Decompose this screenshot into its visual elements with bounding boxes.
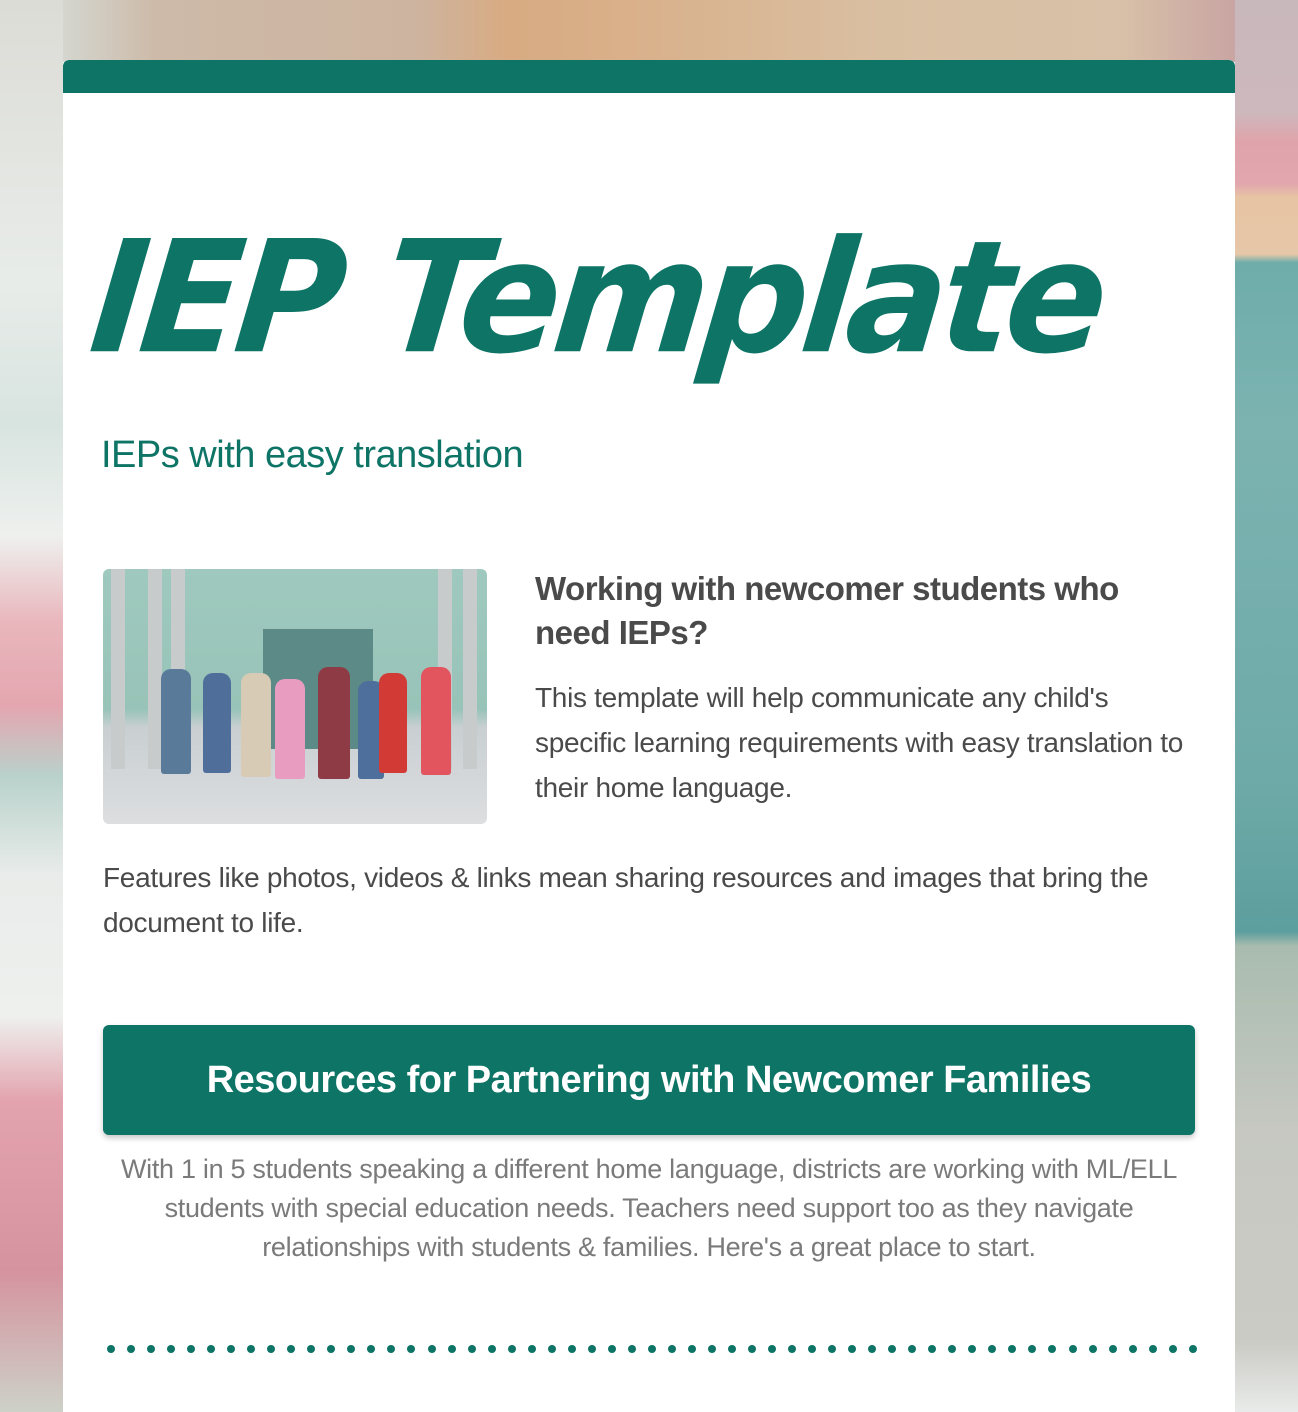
divider-dot: [928, 1345, 936, 1353]
image-pillar: [148, 569, 162, 769]
divider-dot: [147, 1345, 155, 1353]
intro-body: This template will help communicate any child's specific learning requirements with easy translation to their home language.: [535, 682, 1184, 803]
divider-dot: [287, 1345, 295, 1353]
features-text: Features like photos, videos & links mean sharing resources and images that bring the document to life.: [103, 862, 1149, 938]
divider-dot: [568, 1345, 576, 1353]
image-child: [275, 679, 305, 779]
divider-dot: [1109, 1345, 1117, 1353]
divider-dot: [1169, 1345, 1177, 1353]
card-header-bar: [63, 60, 1235, 93]
divider-dot: [407, 1345, 415, 1353]
image-child: [421, 667, 451, 775]
divider-dot: [728, 1345, 736, 1353]
students-running-image: [103, 569, 487, 824]
divider-dot: [708, 1345, 716, 1353]
divider-dot: [1048, 1345, 1056, 1353]
document-card: [63, 60, 1235, 1412]
divider-dot: [267, 1345, 275, 1353]
divider-dot: [988, 1345, 996, 1353]
resources-description: With 1 in 5 students speaking a different home language, districts are working with ML/ELL students with special education needs. Teachers need support too as they navigate relationships with students & families. Here's a great place to start.: [120, 1154, 1178, 1262]
divider-dot: [588, 1345, 596, 1353]
divider-dot: [628, 1345, 636, 1353]
background-left-panel: [0, 0, 63, 1412]
divider-dot: [1089, 1345, 1097, 1353]
divider-dot: [608, 1345, 616, 1353]
divider-dot: [207, 1345, 215, 1353]
image-child: [241, 673, 271, 777]
divider-dot: [788, 1345, 796, 1353]
divider-dot: [1028, 1345, 1036, 1353]
divider-dot: [488, 1345, 496, 1353]
divider-dot: [428, 1345, 436, 1353]
image-pillar: [111, 569, 125, 769]
divider-dot: [808, 1345, 816, 1353]
divider-dot: [548, 1345, 556, 1353]
resources-button[interactable]: Resources for Partnering with Newcomer Families: [103, 1025, 1195, 1135]
divider-dot: [1008, 1345, 1016, 1353]
divider-dot: [528, 1345, 536, 1353]
divider-dot: [668, 1345, 676, 1353]
image-pillar: [463, 569, 477, 769]
divider-dot: [748, 1345, 756, 1353]
divider-dot: [107, 1345, 115, 1353]
divider-dot: [508, 1345, 516, 1353]
divider-dot: [347, 1345, 355, 1353]
divider-dot: [227, 1345, 235, 1353]
divider-dot: [968, 1345, 976, 1353]
divider-dot: [167, 1345, 175, 1353]
divider-dot: [187, 1345, 195, 1353]
intro-heading: Working with newcomer students who need IEPs?: [535, 570, 1119, 651]
divider-dot: [828, 1345, 836, 1353]
divider-dot: [1189, 1345, 1197, 1353]
image-child: [161, 669, 191, 774]
image-child: [379, 673, 407, 773]
divider-dot: [1069, 1345, 1077, 1353]
divider-dot: [768, 1345, 776, 1353]
divider-dot: [948, 1345, 956, 1353]
divider-dot: [247, 1345, 255, 1353]
divider-dot: [908, 1345, 916, 1353]
divider-dot: [1129, 1345, 1137, 1353]
page-title: IEP Template: [83, 207, 1111, 388]
image-child: [203, 673, 231, 773]
divider-dot: [648, 1345, 656, 1353]
divider-dot: [1149, 1345, 1157, 1353]
divider-dot: [127, 1345, 135, 1353]
divider-dot: [448, 1345, 456, 1353]
page-subtitle: IEPs with easy translation: [101, 434, 524, 476]
dotted-divider: [107, 1345, 1197, 1355]
divider-dot: [888, 1345, 896, 1353]
divider-dot: [688, 1345, 696, 1353]
divider-dot: [327, 1345, 335, 1353]
background-right-panel: [1235, 0, 1298, 1412]
divider-dot: [848, 1345, 856, 1353]
divider-dot: [468, 1345, 476, 1353]
background-top-panel: [63, 0, 1235, 62]
divider-dot: [868, 1345, 876, 1353]
divider-dot: [367, 1345, 375, 1353]
divider-dot: [387, 1345, 395, 1353]
image-child: [318, 667, 350, 779]
divider-dot: [307, 1345, 315, 1353]
